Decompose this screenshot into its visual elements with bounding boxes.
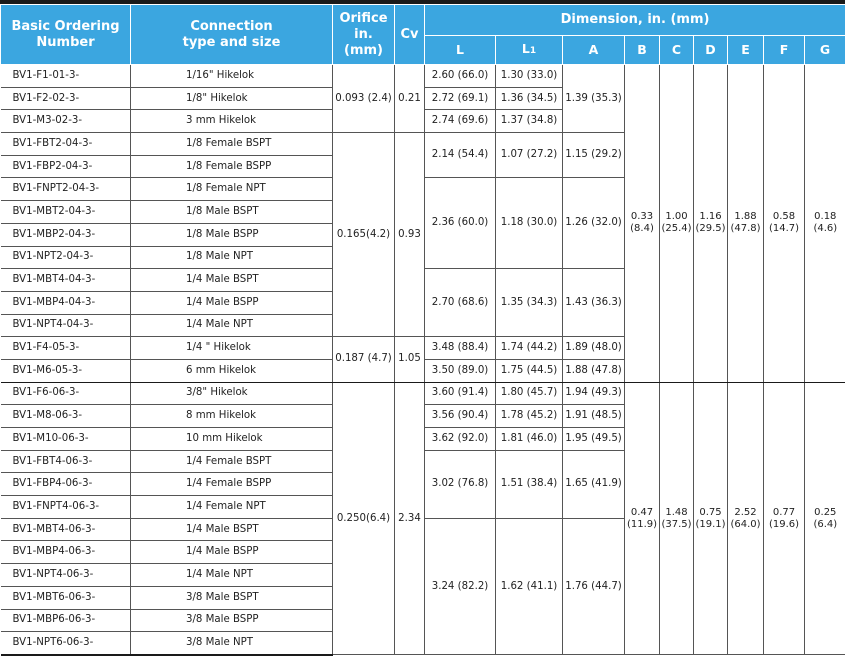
F-cell: 0.58 (14.7) (764, 65, 805, 383)
L-cell: 2.70 (68.6) (425, 269, 496, 337)
L-cell: 2.60 (66.0) (425, 65, 496, 88)
L-cell: 3.56 (90.4) (425, 405, 496, 428)
A-cell: 1.15 (29.2) (563, 133, 625, 178)
C-cell: 1.00 (25.4) (660, 65, 694, 383)
A-cell: 1.65 (41.9) (563, 450, 625, 518)
cv-cell: 0.93 (395, 133, 425, 337)
L1-cell: 1.51 (38.4) (496, 450, 563, 518)
connection-type: 3/8 Male BSPT (131, 586, 333, 609)
ordering-number: BV1-F6-06-3- (1, 382, 131, 405)
C-cell: 1.48 (37.5) (660, 382, 694, 655)
connection-type: 3/8 Male NPT (131, 632, 333, 655)
L1-cell: 1.36 (34.5) (496, 87, 563, 110)
connection-type: 3/8" Hikelok (131, 382, 333, 405)
ordering-number: BV1-MBP4-04-3- (1, 291, 131, 314)
connection-type: 1/8 Female BSPP (131, 155, 333, 178)
L-cell: 2.14 (54.4) (425, 133, 496, 178)
cv-cell: 1.05 (395, 337, 425, 382)
A-cell: 1.43 (36.3) (563, 269, 625, 337)
header-A: A (563, 36, 625, 65)
ordering-number: BV1-MBT4-04-3- (1, 269, 131, 292)
connection-type: 1/4 Female BSPP (131, 473, 333, 496)
L1-cell: 1.07 (27.2) (496, 133, 563, 178)
ordering-number: BV1-NPT2-04-3- (1, 246, 131, 269)
A-cell: 1.39 (35.3) (563, 65, 625, 133)
L1-cell: 1.18 (30.0) (496, 178, 563, 269)
connection-type: 3 mm Hikelok (131, 110, 333, 133)
L1-cell: 1.35 (34.3) (496, 269, 563, 337)
connection-type: 1/8 Male BSPT (131, 201, 333, 224)
ordering-number: BV1-FBT2-04-3- (1, 133, 131, 156)
header-E: E (728, 36, 764, 65)
ordering-number: BV1-M6-05-3- (1, 359, 131, 382)
connection-type: 6 mm Hikelok (131, 359, 333, 382)
connection-type: 1/4 Male BSPT (131, 518, 333, 541)
L1-cell: 1.75 (44.5) (496, 359, 563, 382)
ordering-number: BV1-MBT4-06-3- (1, 518, 131, 541)
cv-cell: 2.34 (395, 382, 425, 655)
ordering-number: BV1-MBT2-04-3- (1, 201, 131, 224)
header-C: C (660, 36, 694, 65)
orifice-cell: 0.250(6.4) (333, 382, 395, 655)
ordering-number: BV1-F4-05-3- (1, 337, 131, 360)
header-L1: L1 (496, 36, 563, 65)
header-G: G (805, 36, 845, 65)
L-cell: 3.62 (92.0) (425, 428, 496, 451)
ordering-number: BV1-F2-02-3- (1, 87, 131, 110)
A-cell: 1.91 (48.5) (563, 405, 625, 428)
A-cell: 1.94 (49.3) (563, 382, 625, 405)
table-row (1, 382, 845, 405)
cv-cell: 0.21 (395, 65, 425, 133)
ordering-number: BV1-MBP2-04-3- (1, 223, 131, 246)
L1-cell: 1.80 (45.7) (496, 382, 563, 405)
table-row (1, 65, 845, 88)
A-cell: 1.89 (48.0) (563, 337, 625, 360)
header-F: F (764, 36, 805, 65)
ordering-number: BV1-NPT4-04-3- (1, 314, 131, 337)
L-cell: 3.24 (82.2) (425, 518, 496, 655)
G-cell: 0.18 (4.6) (805, 65, 845, 383)
E-cell: 1.88 (47.8) (728, 65, 764, 383)
header-dimension: Dimension, in. (mm) (425, 5, 845, 36)
ordering-number: BV1-M10-06-3- (1, 428, 131, 451)
header-basic-ordering-number: Basic Ordering Number (1, 5, 131, 65)
header-D: D (694, 36, 728, 65)
ordering-number: BV1-FNPT4-06-3- (1, 496, 131, 519)
L1-cell: 1.37 (34.8) (496, 110, 563, 133)
ordering-number: BV1-M8-06-3- (1, 405, 131, 428)
connection-type: 1/4 Male NPT (131, 314, 333, 337)
connection-type: 1/4 Female NPT (131, 496, 333, 519)
L1-cell: 1.62 (41.1) (496, 518, 563, 655)
connection-type: 1/8 Male BSPP (131, 223, 333, 246)
header-B: B (625, 36, 660, 65)
orifice-cell: 0.187 (4.7) (333, 337, 395, 382)
A-cell: 1.95 (49.5) (563, 428, 625, 451)
ordering-number: BV1-MBT6-06-3- (1, 586, 131, 609)
ordering-number: BV1-F1-01-3- (1, 65, 131, 88)
L-cell: 3.50 (89.0) (425, 359, 496, 382)
B-cell: 0.33 (8.4) (625, 65, 660, 383)
header-L: L (425, 36, 496, 65)
L-cell: 2.72 (69.1) (425, 87, 496, 110)
L-cell: 3.60 (91.4) (425, 382, 496, 405)
ordering-number: BV1-FBT4-06-3- (1, 450, 131, 473)
ordering-number: BV1-NPT4-06-3- (1, 564, 131, 587)
L-cell: 3.48 (88.4) (425, 337, 496, 360)
ordering-number: BV1-MBP6-06-3- (1, 609, 131, 632)
connection-type: 1/4 Male BSPT (131, 269, 333, 292)
connection-type: 1/8 Female BSPT (131, 133, 333, 156)
connection-type: 1/4 Male BSPP (131, 541, 333, 564)
connection-type: 1/4 Male NPT (131, 564, 333, 587)
D-cell: 1.16 (29.5) (694, 65, 728, 383)
A-cell: 1.76 (44.7) (563, 518, 625, 655)
ordering-number: BV1-FBP4-06-3- (1, 473, 131, 496)
ordering-number: BV1-FNPT2-04-3- (1, 178, 131, 201)
ordering-number: BV1-NPT6-06-3- (1, 632, 131, 655)
connection-type: 1/4 " Hikelok (131, 337, 333, 360)
L1-cell: 1.74 (44.2) (496, 337, 563, 360)
ordering-number: BV1-MBP4-06-3- (1, 541, 131, 564)
connection-type: 1/4 Female BSPT (131, 450, 333, 473)
L1-cell: 1.78 (45.2) (496, 405, 563, 428)
connection-type: 1/16" Hikelok (131, 65, 333, 88)
L-cell: 2.74 (69.6) (425, 110, 496, 133)
B-cell: 0.47 (11.9) (625, 382, 660, 655)
connection-type: 1/8 Male NPT (131, 246, 333, 269)
E-cell: 2.52 (64.0) (728, 382, 764, 655)
header-orifice: Orifice in. (mm) (333, 5, 395, 65)
connection-type: 1/8" Hikelok (131, 87, 333, 110)
connection-type: 3/8 Male BSPP (131, 609, 333, 632)
orifice-cell: 0.093 (2.4) (333, 65, 395, 133)
G-cell: 0.25 (6.4) (805, 382, 845, 655)
connection-type: 8 mm Hikelok (131, 405, 333, 428)
header-cv: Cv (395, 5, 425, 65)
header-connection: Connection type and size (131, 5, 333, 65)
orifice-cell: 0.165(4.2) (333, 133, 395, 337)
L1-cell: 1.30 (33.0) (496, 65, 563, 88)
L1-cell: 1.81 (46.0) (496, 428, 563, 451)
connection-type: 10 mm Hikelok (131, 428, 333, 451)
connection-type: 1/4 Male BSPP (131, 291, 333, 314)
F-cell: 0.77 (19.6) (764, 382, 805, 655)
D-cell: 0.75 (19.1) (694, 382, 728, 655)
L-cell: 2.36 (60.0) (425, 178, 496, 269)
ordering-number: BV1-M3-02-3- (1, 110, 131, 133)
L-cell: 3.02 (76.8) (425, 450, 496, 518)
ordering-number: BV1-FBP2-04-3- (1, 155, 131, 178)
ordering-table (0, 4, 845, 656)
A-cell: 1.26 (32.0) (563, 178, 625, 269)
connection-type: 1/8 Female NPT (131, 178, 333, 201)
A-cell: 1.88 (47.8) (563, 359, 625, 382)
